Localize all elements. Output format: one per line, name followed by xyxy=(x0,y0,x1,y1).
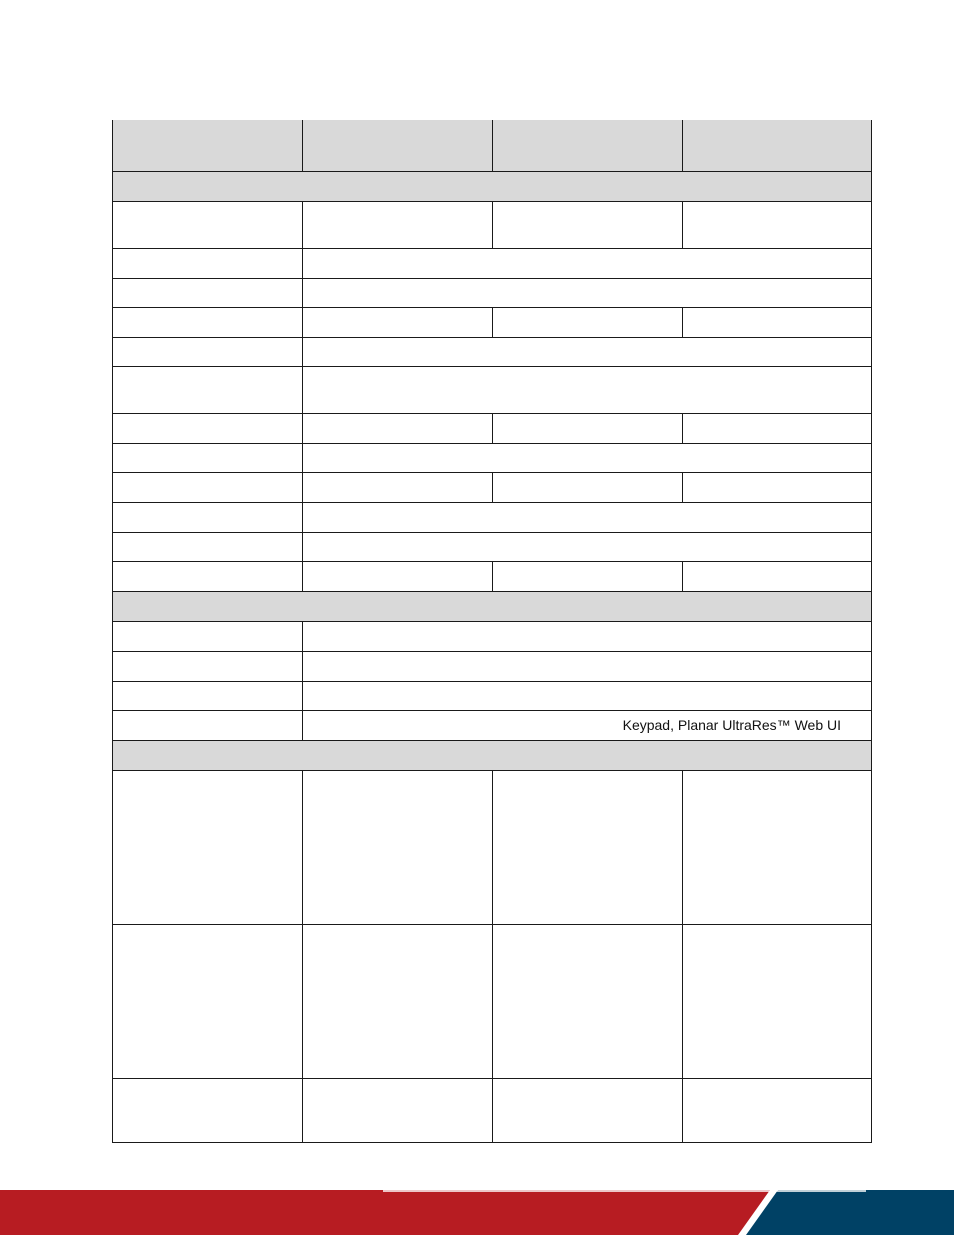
table-row xyxy=(113,770,872,924)
table-row xyxy=(113,681,872,710)
table-row xyxy=(113,532,872,561)
header-cell xyxy=(303,120,493,171)
footer-red-band xyxy=(0,1190,770,1235)
table-row xyxy=(113,561,872,591)
table-row xyxy=(113,472,872,502)
section-row xyxy=(113,171,872,201)
table-row xyxy=(113,502,872,532)
table-row xyxy=(113,366,872,413)
header-cell xyxy=(683,120,872,171)
footer-banner xyxy=(0,1190,954,1235)
table-row xyxy=(113,337,872,366)
table-row xyxy=(113,443,872,472)
table-header-row xyxy=(113,120,872,171)
table-row xyxy=(113,710,872,740)
section-row xyxy=(113,740,872,770)
section-row xyxy=(113,591,872,621)
table-row xyxy=(113,651,872,681)
table-row xyxy=(113,621,872,651)
table-row xyxy=(113,201,872,248)
specification-table xyxy=(112,120,872,1143)
table-row xyxy=(113,278,872,307)
footer-stripe-graphic xyxy=(0,1190,954,1235)
footer-blue-band xyxy=(746,1190,954,1235)
table-row xyxy=(113,248,872,278)
table-row xyxy=(113,1078,872,1142)
table-row xyxy=(113,413,872,443)
header-cell xyxy=(113,120,303,171)
table-row xyxy=(113,924,872,1078)
header-cell xyxy=(493,120,683,171)
table-row xyxy=(113,307,872,337)
control-methods-cell: Keypad, Planar UltraRes™ Web UI xyxy=(303,710,872,740)
